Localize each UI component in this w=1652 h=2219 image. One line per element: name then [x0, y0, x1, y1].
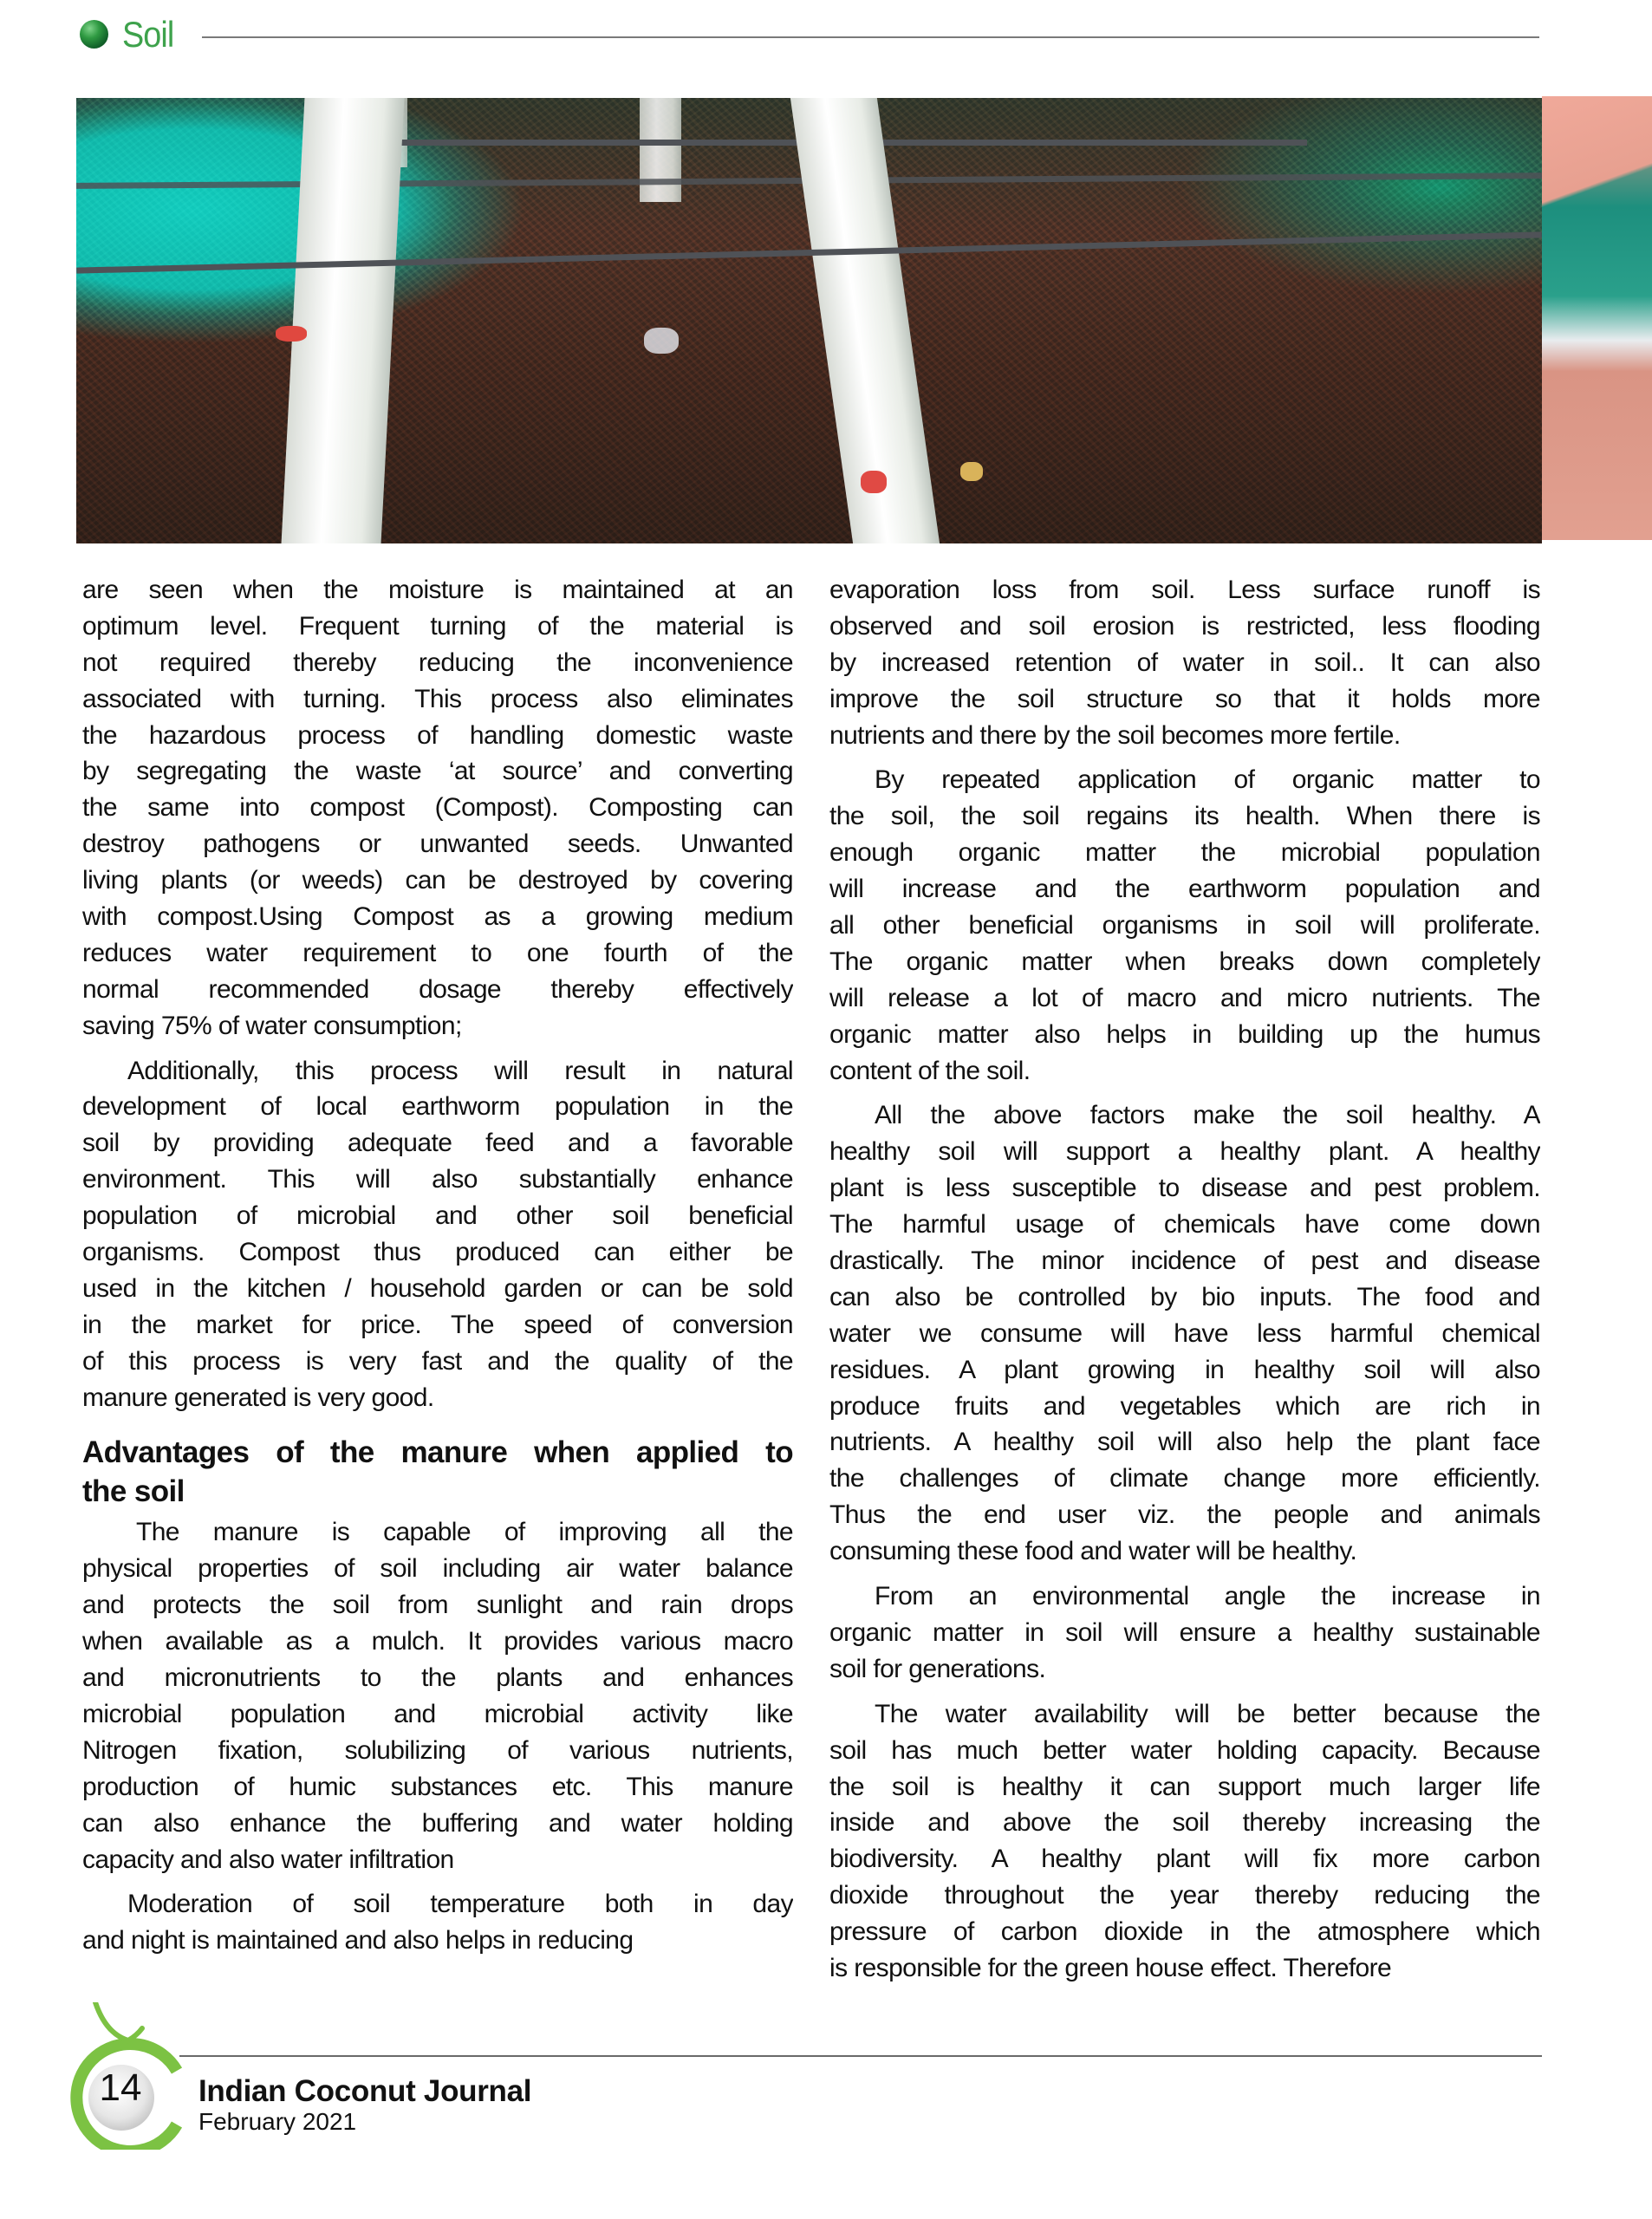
paragraph [82, 1886, 793, 1959]
text-line: plant is less susceptible to disease and pest problem. [829, 1174, 1540, 1203]
text-line: development of local earthworm population in the [82, 1092, 793, 1122]
photo-detail [276, 326, 307, 342]
photo-pillar [640, 98, 681, 202]
footer-rule [179, 2055, 1542, 2057]
compost-photo [76, 98, 1542, 543]
text-line: of this process is very fast and the quality of the [82, 1346, 793, 1376]
text-line: the same into compost (Compost). Composting can [82, 793, 793, 823]
text-line: pressure of carbon dioxide in the atmosphere which [829, 1917, 1540, 1947]
text-line: organisms. Compost thus produced can either be [82, 1238, 793, 1267]
paragraph [829, 1097, 1540, 1570]
text-line: The harmful usage of chemicals have come down [829, 1210, 1540, 1240]
header-rule [202, 36, 1539, 38]
text-line: are seen when the moisture is maintained at an [82, 576, 793, 604]
text-line: content of the soil. [829, 1056, 1031, 1085]
text-line: soil by providing adequate feed and a favorable [82, 1129, 793, 1158]
text-line: in the market for price. The speed of conversion [82, 1310, 793, 1339]
text-line: optimum level. Frequent turning of the material is [82, 611, 793, 641]
text-line: organic matter also helps in building up the humus [829, 1019, 1540, 1049]
green-sphere-icon [80, 20, 108, 49]
text-line: will increase and the earthworm population and [829, 875, 1540, 904]
text-line: and night is maintained and also helps in reducing [82, 1926, 634, 1955]
text-line: biodiversity. A healthy plant will fix more carbon [829, 1845, 1540, 1874]
text-line: Thus the end user viz. the people and animals [829, 1500, 1540, 1530]
text-line: residues. A plant growing in healthy soil will also [829, 1355, 1540, 1384]
paragraph [82, 1053, 793, 1416]
text-line: living plants (or weeds) can be destroyed by covering [82, 866, 793, 895]
text-line: enough organic matter the microbial population [829, 838, 1540, 868]
text-line: produce fruits and vegetables which are rich in [829, 1391, 1540, 1421]
text-line: used in the kitchen / household garden or can be sold [82, 1273, 793, 1303]
text-line: with compost.Using Compost as a growing medium [82, 902, 793, 932]
section-heading [82, 1433, 793, 1511]
inset-photo [1542, 96, 1652, 540]
text-line: all other beneficial organisms in soil will proliferate. [829, 911, 1540, 940]
issue-date: February 2021 [198, 2108, 357, 2135]
text-line: the soil [82, 1474, 185, 1509]
text-line: dioxide throughout the year thereby reducing the [829, 1881, 1540, 1910]
left-column [82, 572, 793, 1959]
photo-detail [960, 462, 983, 481]
text-line: Nitrogen fixation, solubilizing of various nutrients, [82, 1735, 793, 1765]
right-column [829, 572, 1540, 1987]
text-line: can also enhance the buffering and water holding [82, 1808, 793, 1838]
text-line: Moderation of soil temperature both in day [127, 1890, 793, 1919]
text-line: the hazardous process of handling domestic waste [82, 720, 793, 750]
text-line: saving 75% of water consumption; [82, 1011, 462, 1040]
text-line: normal recommended dosage thereby effectively [82, 974, 793, 1004]
text-line: production of humic substances etc. This manure [82, 1772, 793, 1801]
text-line: healthy soil will support a healthy plant. A healthy [829, 1137, 1540, 1167]
text-line: destroy pathogens or unwanted seeds. Unwanted [82, 830, 793, 859]
text-line: All the above factors make the soil healthy. A [875, 1101, 1540, 1130]
text-line: physical properties of soil including air water balance [82, 1554, 793, 1584]
text-line: Advantages of the manure when applied to [82, 1435, 793, 1470]
text-line: when available as a mulch. It provides various macro [82, 1627, 793, 1656]
text-line: organic matter in soil will ensure a healthy sustainable [829, 1617, 1540, 1647]
paragraph [829, 762, 1540, 1089]
paragraph [829, 1696, 1540, 1987]
text-line: the challenges of climate change more efficiently. [829, 1464, 1540, 1493]
text-line: by segregating the waste ‘at source’ and converting [82, 757, 793, 786]
text-line: improve the soil structure so that it holds more [829, 684, 1540, 713]
paragraph [829, 572, 1540, 753]
text-line: The organic matter when breaks down completely [829, 947, 1540, 976]
text-line: soil has much better water holding capacity. Because [829, 1735, 1540, 1765]
text-line: observed and soil erosion is restricted, less flooding [829, 611, 1540, 641]
section-title: Soil [122, 14, 174, 55]
text-line: the soil, the soil regains its health. When there is [829, 802, 1540, 831]
text-line: By repeated application of organic matter to [875, 765, 1540, 795]
text-line: The manure is capable of improving all the [136, 1518, 793, 1547]
text-line: by increased retention of water in soil.. It can also [829, 647, 1540, 677]
text-line: drastically. The minor incidence of pest and disease [829, 1246, 1540, 1276]
logo-sprout [95, 2002, 142, 2040]
text-line: and protects the soil from sunlight and rain drops [82, 1591, 793, 1620]
text-line: can also be controlled by bio inputs. The food and [829, 1282, 1540, 1311]
photo-detail [861, 471, 887, 493]
text-line: Additionally, this process will result in natural [127, 1056, 793, 1085]
text-line: microbial population and microbial activity like [82, 1699, 793, 1728]
paragraph [82, 572, 793, 1044]
text-line: From an environmental angle the increase in [875, 1582, 1540, 1611]
text-line: water we consume will have less harmful chemical [829, 1318, 1540, 1348]
photo-detail [644, 328, 679, 354]
text-line: not required thereby reducing the inconvenience [82, 647, 793, 677]
page-number: 14 [99, 2066, 142, 2109]
text-line: associated with turning. This process also eliminates [82, 684, 793, 713]
journal-title: Indian Coconut Journal [198, 2074, 532, 2108]
paragraph [829, 1578, 1540, 1688]
text-line: nutrients and there by the soil becomes more fertile. [829, 720, 1401, 750]
text-line: reduces water requirement to one fourth of the [82, 938, 793, 967]
text-line: and micronutrients to the plants and enhances [82, 1663, 793, 1693]
text-line: will release a lot of macro and micro nutrients. The [829, 983, 1540, 1012]
text-line: The water availability will be better because the [875, 1699, 1540, 1728]
text-line: manure generated is very good. [82, 1383, 434, 1412]
text-line: capacity and also water infiltration [82, 1845, 454, 1874]
text-line: the soil is healthy it can support much larger life [829, 1772, 1540, 1801]
text-line: population of microbial and other soil beneficial [82, 1201, 793, 1231]
text-line: inside and above the soil thereby increasing the [829, 1808, 1540, 1838]
text-line: nutrients. A healthy soil will also help the plant face [829, 1428, 1540, 1457]
text-line: soil for generations. [829, 1654, 1046, 1683]
paragraph [82, 1514, 793, 1877]
text-line: consuming these food and water will be healthy. [829, 1537, 1357, 1566]
text-line: environment. This will also substantially enhance [82, 1165, 793, 1194]
text-line: evaporation loss from soil. Less surface runoff is [829, 576, 1540, 604]
text-line: is responsible for the green house effect. Therefore [829, 1953, 1392, 1982]
